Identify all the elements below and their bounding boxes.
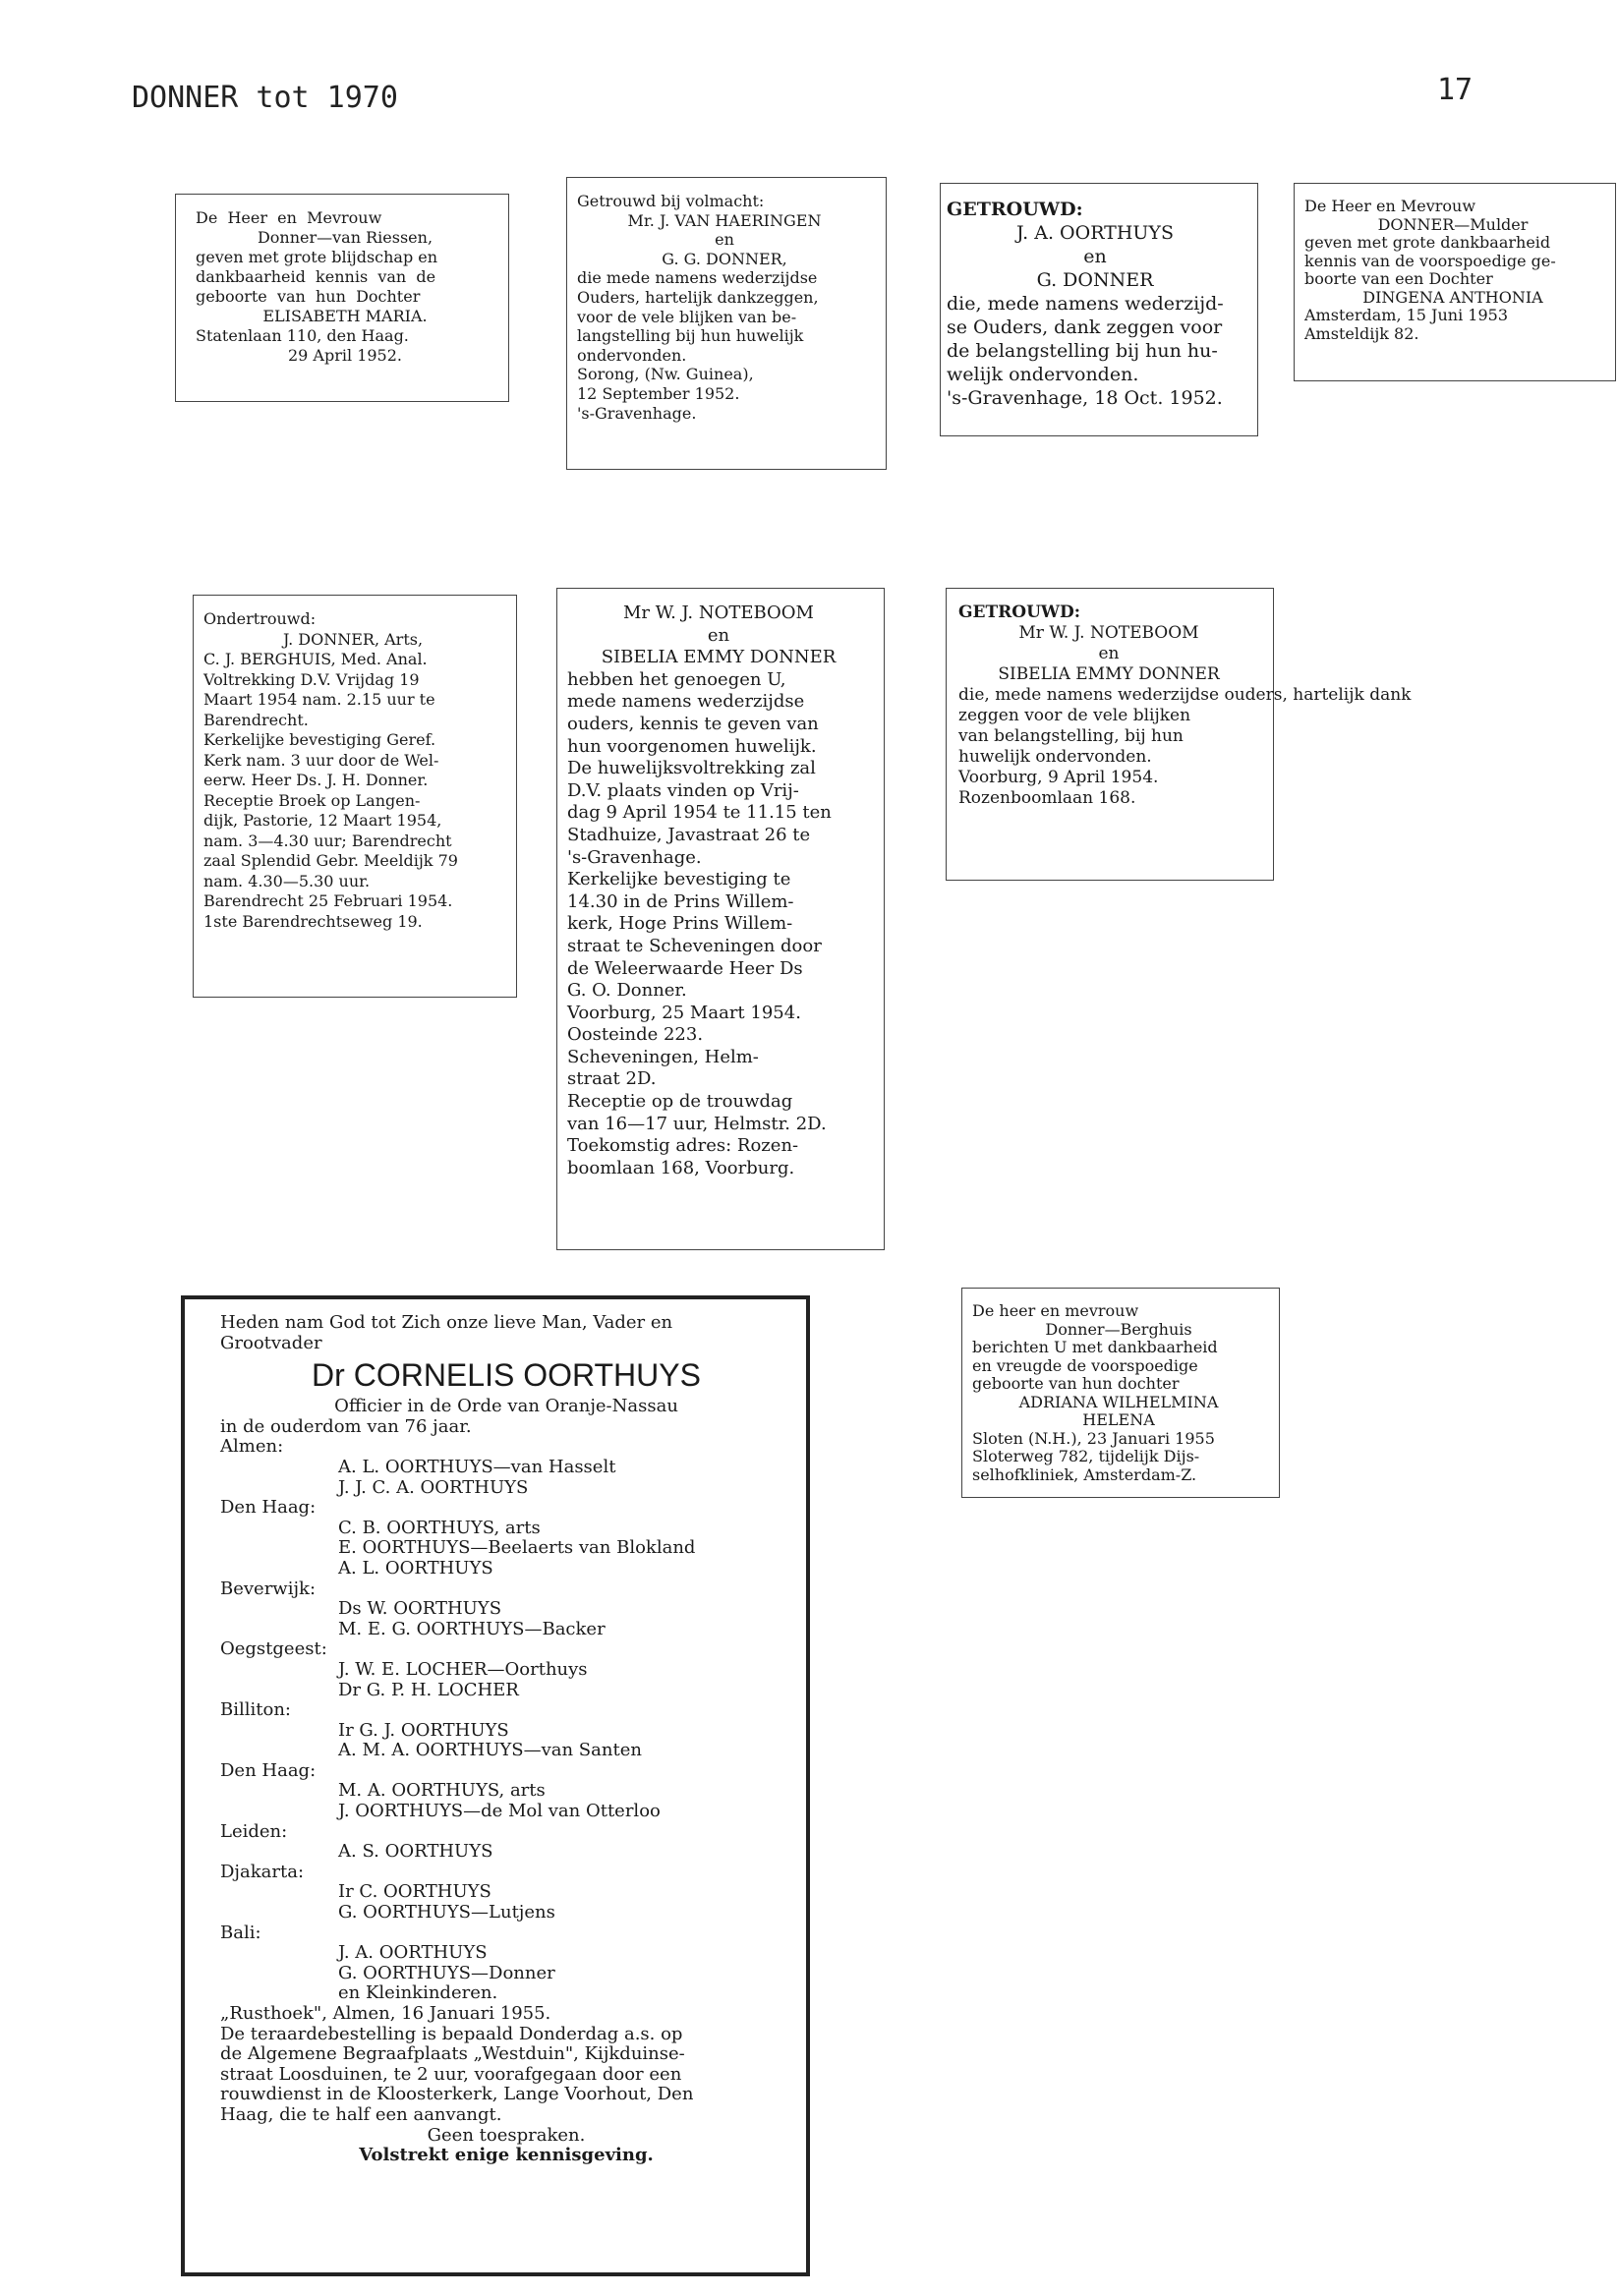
clip-text-line: Receptie op de trouwdag bbox=[567, 1091, 793, 1113]
clip-text-line: Bali: bbox=[220, 1922, 261, 1943]
clip-text-line: De Heer en Mevrouw bbox=[1304, 197, 1476, 215]
clip-text-line: Scheveningen, Helm- bbox=[567, 1046, 759, 1067]
clip-text-line: Ir G. J. OORTHUYS bbox=[338, 1719, 509, 1741]
clip-text-line: De teraardebestelling is bepaald Donderdag a.s. op bbox=[220, 2023, 683, 2044]
clip-text-line: Leiden: bbox=[220, 1820, 288, 1842]
clip-text-line: geven met grote dankbaarheid bbox=[1304, 233, 1551, 252]
clip-text-line: E. OORTHUYS—Beelaerts van Blokland bbox=[338, 1537, 696, 1559]
clip-text-line: 's-Gravenhage, 18 Oct. 1952. bbox=[947, 387, 1223, 409]
clip-text-line: Ir C. OORTHUYS bbox=[338, 1881, 491, 1903]
clip-text-line: en bbox=[715, 230, 734, 250]
clip-text-line: ondervonden. bbox=[577, 345, 687, 365]
clip-text-line: Maart 1954 nam. 2.15 uur te bbox=[203, 690, 435, 709]
engagement-announcement-donner-berghuis bbox=[193, 595, 517, 998]
clip-text-line: Officier in de Orde van Oranje-Nassau bbox=[334, 1396, 678, 1417]
clip-text-line: J. W. E. LOCHER—Oorthuys bbox=[338, 1658, 588, 1680]
clip-text-line: Kerk nam. 3 uur door de Wel- bbox=[203, 750, 439, 770]
clip-text-line: De heer en mevrouw bbox=[972, 1301, 1139, 1320]
clip-text-line: en bbox=[1098, 644, 1120, 663]
clip-text-line: Getrouwd bij volmacht: bbox=[577, 192, 765, 210]
clip-text-line: Sorong, (Nw. Guinea), bbox=[577, 365, 754, 384]
clip-text-line: huwelijk ondervonden. bbox=[958, 747, 1152, 767]
page-number: 17 bbox=[1437, 73, 1474, 107]
clip-text-line: Donner—van Riessen, bbox=[257, 228, 433, 247]
clip-text-line: dankbaarheid kennis van de bbox=[196, 267, 436, 286]
clip-text-line: A. S. OORTHUYS bbox=[338, 1841, 493, 1863]
clip-text-line: J. A. OORTHUYS bbox=[338, 1942, 488, 1964]
married-announcement-noteboom-donner bbox=[946, 588, 1412, 881]
clip-text-line: Heden nam God tot Zich onze lieve Man, Vader en bbox=[220, 1312, 673, 1333]
clip-text-line: boomlaan 168, Voorburg. bbox=[567, 1157, 795, 1178]
clip-text-line: Ondertrouwd: bbox=[203, 609, 317, 628]
clip-text-line: ELISABETH MARIA. bbox=[262, 307, 428, 325]
clip-text-line: voor de vele blijken van be- bbox=[577, 307, 797, 326]
clip-text-line: Barendrecht 25 Februari 1954. bbox=[203, 891, 453, 910]
clip-text-line: eerw. Heer Ds. J. H. Donner. bbox=[203, 771, 429, 789]
clip-text-line: Volstrekt enige kennisgeving. bbox=[359, 2145, 654, 2166]
birth-announcement-adriana bbox=[961, 1288, 1280, 1498]
clip-text-line: de belangstelling bij hun hu- bbox=[947, 340, 1218, 362]
clip-text-line: de Weleerwaarde Heer Ds bbox=[567, 957, 803, 979]
clip-text-line: Mr. J. VAN HAERINGEN bbox=[627, 210, 822, 230]
clip-text-line: DINGENA ANTHONIA bbox=[1362, 287, 1543, 307]
clip-text-line: Rozenboomlaan 168. bbox=[958, 788, 1136, 808]
clip-text-line: M. A. OORTHUYS, arts bbox=[338, 1780, 546, 1802]
clip-text-line: zaal Splendid Gebr. Meeldijk 79 bbox=[203, 851, 458, 870]
clip-text-line: ouders, kennis te geven van bbox=[567, 713, 819, 734]
clip-text-line: dijk, Pastorie, 12 Maart 1954, bbox=[203, 811, 442, 830]
clip-text-line: A. L. OORTHUYS—van Hasselt bbox=[338, 1456, 616, 1477]
clip-text-line: GETROUWD: bbox=[947, 199, 1083, 220]
clip-text-line: A. M. A. OORTHUYS—van Santen bbox=[338, 1740, 642, 1761]
clip-text-line: Receptie Broek op Langen- bbox=[203, 790, 421, 810]
clip-text-line: G. OORTHUYS—Donner bbox=[338, 1962, 555, 1983]
clip-text-line: mede namens wederzijdse bbox=[567, 691, 805, 713]
clip-text-line: Amsterdam, 15 Juni 1953 bbox=[1304, 306, 1508, 324]
clip-text-line: Dr CORNELIS OORTHUYS bbox=[312, 1357, 701, 1394]
clip-text-line: van belangstelling, bij hun bbox=[958, 726, 1184, 746]
clip-text-line: HELENA bbox=[1082, 1410, 1155, 1429]
clip-text-line: Barendrecht. bbox=[203, 710, 309, 729]
clip-text-line: die, mede namens wederzijdse ouders, hartelijk dank bbox=[958, 685, 1412, 705]
clip-text-line: J. J. C. A. OORTHUYS bbox=[338, 1476, 529, 1498]
clip-text-line: en vreugde de voorspoedige bbox=[972, 1355, 1198, 1375]
clip-text-line: se Ouders, dank zeggen voor bbox=[947, 316, 1223, 338]
clip-text-line: dag 9 April 1954 te 11.15 ten bbox=[567, 802, 832, 824]
clip-text-line: 's-Gravenhage. bbox=[567, 846, 702, 868]
clip-text-line: Ouders, hartelijk dankzeggen, bbox=[577, 287, 819, 307]
clip-text-line: DONNER—Mulder bbox=[1377, 214, 1529, 234]
clip-text-line: D.V. plaats vinden op Vrij- bbox=[567, 779, 799, 801]
clip-text-line: G. DONNER bbox=[1036, 269, 1154, 291]
clip-text-line: Voorburg, 9 April 1954. bbox=[958, 768, 1159, 787]
clip-text-line: SIBELIA EMMY DONNER bbox=[998, 664, 1220, 684]
clip-text-line: Amsteldijk 82. bbox=[1304, 323, 1419, 343]
clip-text-line: Beverwijk: bbox=[220, 1578, 317, 1599]
clip-text-line: selhofkliniek, Amsterdam-Z. bbox=[972, 1464, 1197, 1484]
clip-text-line: De huwelijksvoltrekking zal bbox=[567, 758, 816, 779]
clip-text-line: die mede namens wederzijdse bbox=[577, 268, 818, 288]
clip-text-line: geven met grote blijdschap en bbox=[196, 248, 438, 266]
clip-text-line: 29 April 1952. bbox=[287, 346, 402, 365]
clip-text-line: Sloten (N.H.), 23 Januari 1955 bbox=[972, 1428, 1215, 1448]
clip-text-line: GETROUWD: bbox=[958, 603, 1080, 622]
death-announcement-cornelis-oorthuys bbox=[181, 1295, 810, 2276]
clip-text-line: Almen: bbox=[220, 1436, 284, 1458]
clip-text-line: hun voorgenomen huwelijk. bbox=[567, 735, 817, 757]
clip-text-line: Statenlaan 110, den Haag. bbox=[196, 326, 409, 345]
clip-text-line: 12 September 1952. bbox=[577, 383, 740, 403]
clip-text-line: Den Haag: bbox=[220, 1497, 317, 1519]
clip-text-line: straat te Scheveningen door bbox=[567, 935, 822, 956]
clip-text-line: nam. 4.30—5.30 uur. bbox=[203, 871, 371, 890]
clip-text-line: Mr W. J. NOTEBOOM bbox=[623, 603, 814, 623]
clip-text-line: A. L. OORTHUYS bbox=[338, 1557, 493, 1578]
clip-text-line: Oegstgeest: bbox=[220, 1638, 327, 1660]
clip-text-line: 14.30 in de Prins Willem- bbox=[567, 890, 794, 912]
clip-text-line: C. B. OORTHUYS, arts bbox=[338, 1517, 541, 1538]
clip-text-line: Voorburg, 25 Maart 1954. bbox=[567, 1002, 801, 1023]
clip-text-line: en bbox=[707, 624, 730, 646]
clip-text-line: kerk, Hoge Prins Willem- bbox=[567, 913, 793, 935]
wedding-announcement-noteboom-donner bbox=[556, 588, 885, 1250]
clip-text-line: Oosteinde 223. bbox=[567, 1024, 704, 1046]
clip-text-line: Donner—Berghuis bbox=[1045, 1319, 1192, 1339]
clip-text-line: nam. 3—4.30 uur; Barendrecht bbox=[203, 831, 452, 850]
clip-text-line: hebben het genoegen U, bbox=[567, 668, 786, 690]
clip-text-line: Billiton: bbox=[220, 1699, 291, 1721]
clip-text-line: Sloterweg 782, tijdelijk Dijs- bbox=[972, 1447, 1200, 1465]
birth-announcement-dingena bbox=[1294, 183, 1616, 381]
clip-text-line: zeggen voor de vele blijken bbox=[958, 706, 1191, 725]
clip-text-line: Dr G. P. H. LOCHER bbox=[338, 1679, 519, 1700]
clip-text-line: 1ste Barendrechtseweg 19. bbox=[203, 911, 423, 931]
clip-text-line: G. O. Donner. bbox=[567, 980, 687, 1002]
clip-text-line: J. OORTHUYS—de Mol van Otterloo bbox=[338, 1801, 661, 1822]
clip-text-line: rouwdienst in de Kloosterkerk, Lange Voorhout, Den bbox=[220, 2084, 694, 2105]
clip-text-line: Kerkelijke bevestiging te bbox=[567, 869, 791, 890]
document-header-title: DONNER tot 1970 bbox=[132, 81, 398, 115]
clip-text-line: Grootvader bbox=[220, 1332, 322, 1353]
clip-text-line: ADRIANA WILHELMINA bbox=[1018, 1392, 1219, 1411]
clip-text-line: SIBELIA EMMY DONNER bbox=[601, 647, 837, 668]
clip-text-line: welijk ondervonden. bbox=[947, 364, 1139, 385]
clip-text-line: in de ouderdom van 76 jaar. bbox=[220, 1415, 472, 1437]
clip-text-line: en bbox=[1083, 246, 1107, 267]
clip-text-line: Kerkelijke bevestiging Geref. bbox=[203, 730, 436, 749]
clip-text-line: Djakarta: bbox=[220, 1861, 305, 1882]
clip-text-line: en Kleinkinderen. bbox=[338, 1982, 498, 2004]
clip-text-line: boorte van een Dochter bbox=[1304, 269, 1493, 288]
clip-text-line: Ds W. OORTHUYS bbox=[338, 1598, 502, 1620]
clip-text-line: langstelling bij hun huwelijk bbox=[577, 326, 804, 346]
clip-text-line: die, mede namens wederzijd- bbox=[947, 293, 1224, 315]
clip-text-line: van 16—17 uur, Helmstr. 2D. bbox=[567, 1113, 827, 1134]
birth-announcement-elisabeth bbox=[175, 194, 509, 402]
clip-text-line: de Algemene Begraafplaats „Westduin", Kijkduinse- bbox=[220, 2043, 685, 2065]
clip-text-line: kennis van de voorspoedige ge- bbox=[1304, 251, 1556, 270]
clip-text-line: Haag, die te half een aanvangt. bbox=[220, 2103, 502, 2125]
clip-text-line: J. DONNER, Arts, bbox=[282, 629, 424, 649]
clip-text-line: M. E. G. OORTHUYS—Backer bbox=[338, 1618, 606, 1639]
clip-text-line: Geen toespraken. bbox=[427, 2124, 586, 2146]
clip-text-line: geboorte van hun Dochter bbox=[196, 287, 421, 306]
clip-text-line: De Heer en Mevrouw bbox=[196, 208, 382, 227]
clip-text-line: straat 2D. bbox=[567, 1068, 657, 1090]
clip-text-line: J. A. OORTHUYS bbox=[1016, 222, 1174, 244]
clip-text-line: berichten U met dankbaarheid bbox=[972, 1338, 1218, 1356]
clip-text-line: G. OORTHUYS—Lutjens bbox=[338, 1902, 555, 1923]
clip-text-line: C. J. BERGHUIS, Med. Anal. bbox=[203, 650, 428, 668]
clip-text-line: geboorte van hun dochter bbox=[972, 1374, 1180, 1393]
clip-text-line: straat Loosduinen, te 2 uur, voorafgegaan door een bbox=[220, 2063, 682, 2085]
clip-text-line: Toekomstig adres: Rozen- bbox=[567, 1135, 799, 1157]
marriage-announcement-oorthuys-donner bbox=[940, 183, 1258, 436]
marriage-announcement-van-haeringen bbox=[566, 177, 887, 470]
clip-text-line: G. G. DONNER, bbox=[662, 249, 787, 268]
clip-text-line: 's-Gravenhage. bbox=[577, 403, 697, 423]
clip-text-line: Stadhuize, Javastraat 26 te bbox=[567, 824, 811, 845]
clip-text-line: Voltrekking D.V. Vrijdag 19 bbox=[203, 669, 420, 689]
clip-text-line: Den Haag: bbox=[220, 1759, 317, 1781]
clip-text-line: „Rusthoek", Almen, 16 Januari 1955. bbox=[220, 2003, 551, 2024]
clip-text-line: Mr W. J. NOTEBOOM bbox=[1018, 623, 1199, 643]
